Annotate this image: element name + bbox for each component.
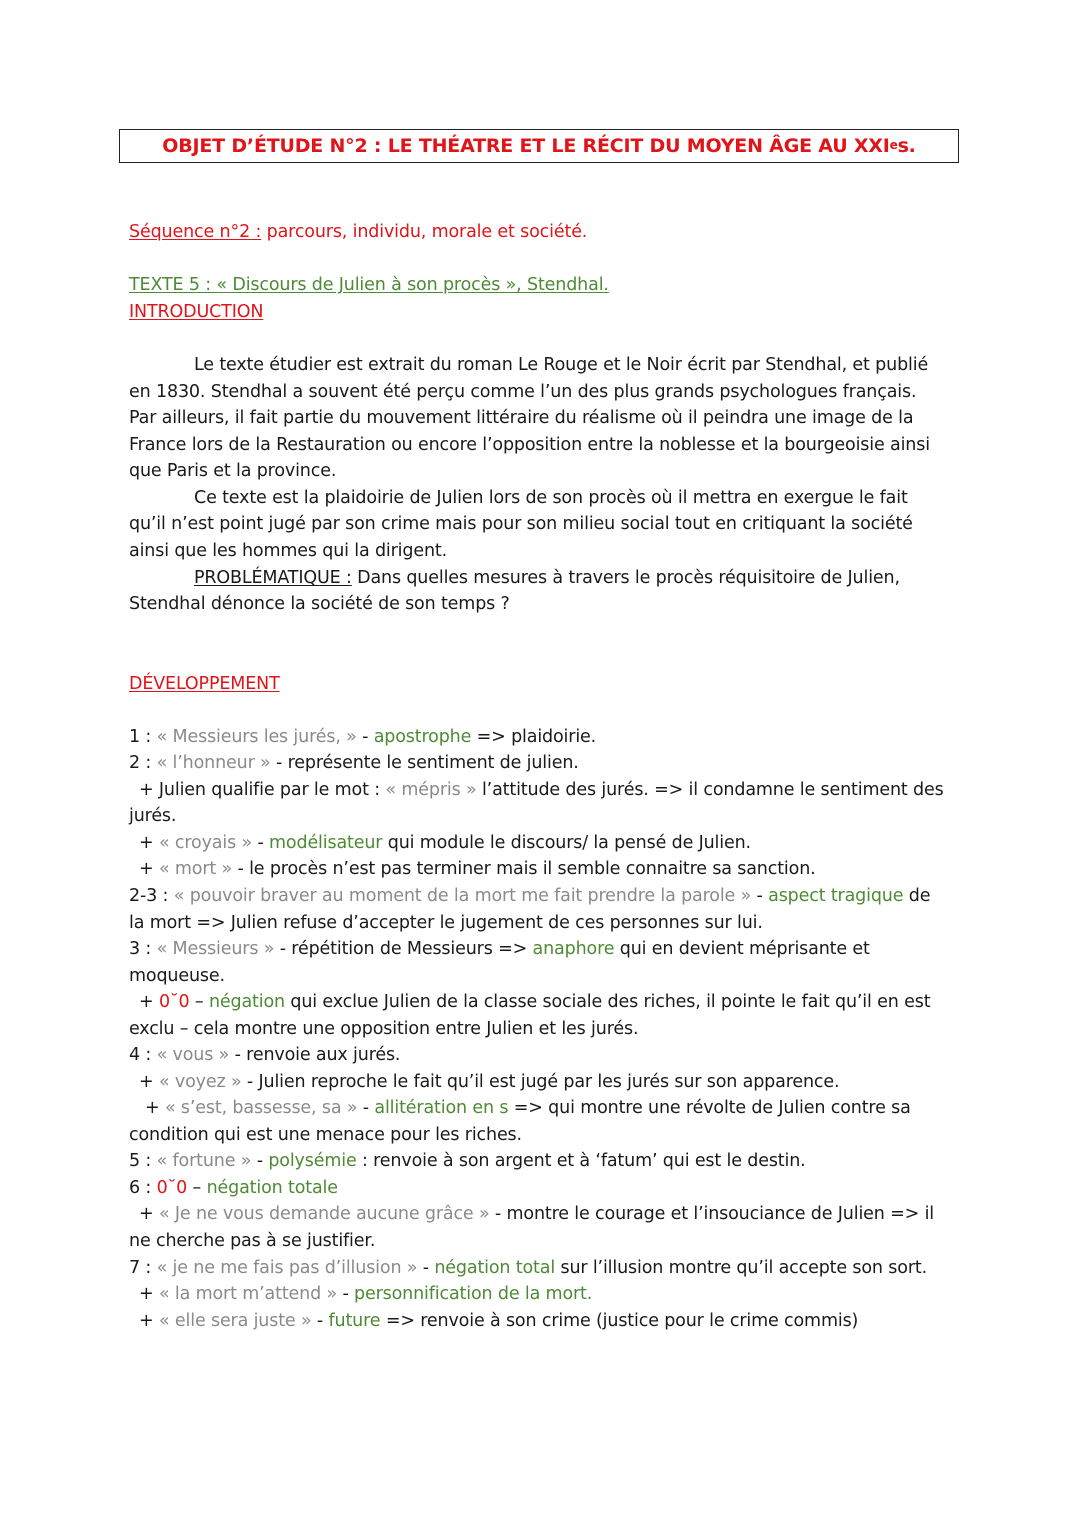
- intro-p1-line2: en 1830. Stendhal a souvent été perçu comme l’un des plus grands psychologues français.: [129, 382, 917, 402]
- title-main: OBJET D’ÉTUDE N°2 : LE THÉATRE ET LE RÉCIT DU MOYEN ÂGE AU XXI: [162, 135, 890, 157]
- intro-p1-line1: Le texte étudier est extrait du roman Le Rouge et le Noir écrit par Stendhal, et publié: [194, 355, 929, 375]
- analysis-line: 1 : « Messieurs les jurés, » - apostrophe => plaidoirie.: [129, 727, 597, 747]
- analysis-line: + Julien qualifie par le mot : « mépris » l’attitude des jurés. => il condamne le sentiment des: [139, 780, 944, 800]
- sequence-line: [129, 221, 587, 243]
- analysis-line: 2 : « l’honneur » - représente le sentiment de julien.: [129, 753, 579, 773]
- developpement-heading: DÉVELOPPEMENT: [129, 674, 280, 694]
- analysis-line: la mort => Julien refuse d’accepter le jugement de ces personnes sur lui.: [129, 913, 763, 933]
- title-end: s.: [897, 135, 916, 157]
- intro-p2-line2: qu’il n’est point jugé par son crime mais pour son milieu social tout en critiquant la société: [129, 514, 913, 534]
- analysis-line: 5 : « fortune » - polysémie : renvoie à son argent et à ‘fatum’ qui est le destin.: [129, 1151, 806, 1171]
- intro-p2-line3: ainsi que les hommes qui la dirigent.: [129, 541, 448, 561]
- analysis-line: 7 : « je ne me fais pas d’illusion » - négation total sur l’illusion montre qu’il accepte son sort.: [129, 1258, 927, 1278]
- introduction-heading: INTRODUCTION: [129, 302, 264, 322]
- analysis-line: 3 : « Messieurs » - répétition de Messieurs => anaphore qui en devient méprisante et: [129, 939, 870, 959]
- analysis-line: jurés.: [129, 806, 177, 826]
- analysis-line: exclu – cela montre une opposition entre Julien et les jurés.: [129, 1019, 639, 1039]
- problematique-label: PROBLÉMATIQUE :: [194, 568, 352, 588]
- analysis-line: + « Je ne vous demande aucune grâce » - montre le courage et l’insouciance de Julien => il: [139, 1204, 935, 1224]
- analysis-line: + 0˘0 – négation qui exclue Julien de la classe sociale des riches, il pointe le fait qu’il en est: [139, 992, 931, 1012]
- analysis-line: + « s’est, bassesse, sa » - allitération en s => qui montre une révolte de Julien contre sa: [145, 1098, 911, 1118]
- problematique-text: Dans quelles mesures à travers le procès réquisitoire de Julien,: [351, 568, 900, 588]
- problematique-line: [194, 567, 900, 589]
- analysis-line: ne cherche pas à se justifier.: [129, 1231, 376, 1251]
- analysis-line: moqueuse.: [129, 966, 225, 986]
- sequence-text: parcours, individu, morale et société.: [261, 222, 588, 242]
- analysis-line: + « la mort m’attend » - personnification de la mort.: [139, 1284, 593, 1304]
- analysis-line: + « elle sera juste » - future => renvoie à son crime (justice pour le crime commis): [139, 1311, 859, 1331]
- intro-p1-line5: que Paris et la province.: [129, 461, 337, 481]
- intro-p1-line4: France lors de la Restauration ou encore l’opposition entre la noblesse et la bourgeoisie ainsi: [129, 435, 930, 455]
- analysis-line: 6 : 0˘0 – négation totale: [129, 1178, 338, 1198]
- title-sup: e: [889, 138, 898, 152]
- analysis-line: + « mort » - le procès n’est pas terminer mais il semble connaitre sa sanction.: [139, 859, 816, 879]
- intro-p1-line3: Par ailleurs, il fait partie du mouvement littéraire du réalisme où il peindra une image de la: [129, 408, 914, 428]
- sequence-label: Séquence n°2 :: [129, 222, 262, 242]
- analysis-line: + « croyais » - modélisateur qui module le discours/ la pensé de Julien.: [139, 833, 751, 853]
- analysis-line: 4 : « vous » - renvoie aux jurés.: [129, 1045, 401, 1065]
- analysis-line: + « voyez » - Julien reproche le fait qu’il est jugé par les jurés sur son apparence.: [139, 1072, 840, 1092]
- page-title: [119, 129, 959, 163]
- analysis-line: condition qui est une menace pour les riches.: [129, 1125, 522, 1145]
- analysis-line: 2-3 : « pouvoir braver au moment de la mort me fait prendre la parole » - aspect tragique de: [129, 886, 931, 906]
- intro-p2-line1: Ce texte est la plaidoirie de Julien lors de son procès où il mettra en exergue le fait: [194, 488, 908, 508]
- problematique-line2: Stendhal dénonce la société de son temps ?: [129, 594, 510, 614]
- texte-label: TEXTE 5 : « Discours de Julien à son procès », Stendhal.: [129, 275, 609, 295]
